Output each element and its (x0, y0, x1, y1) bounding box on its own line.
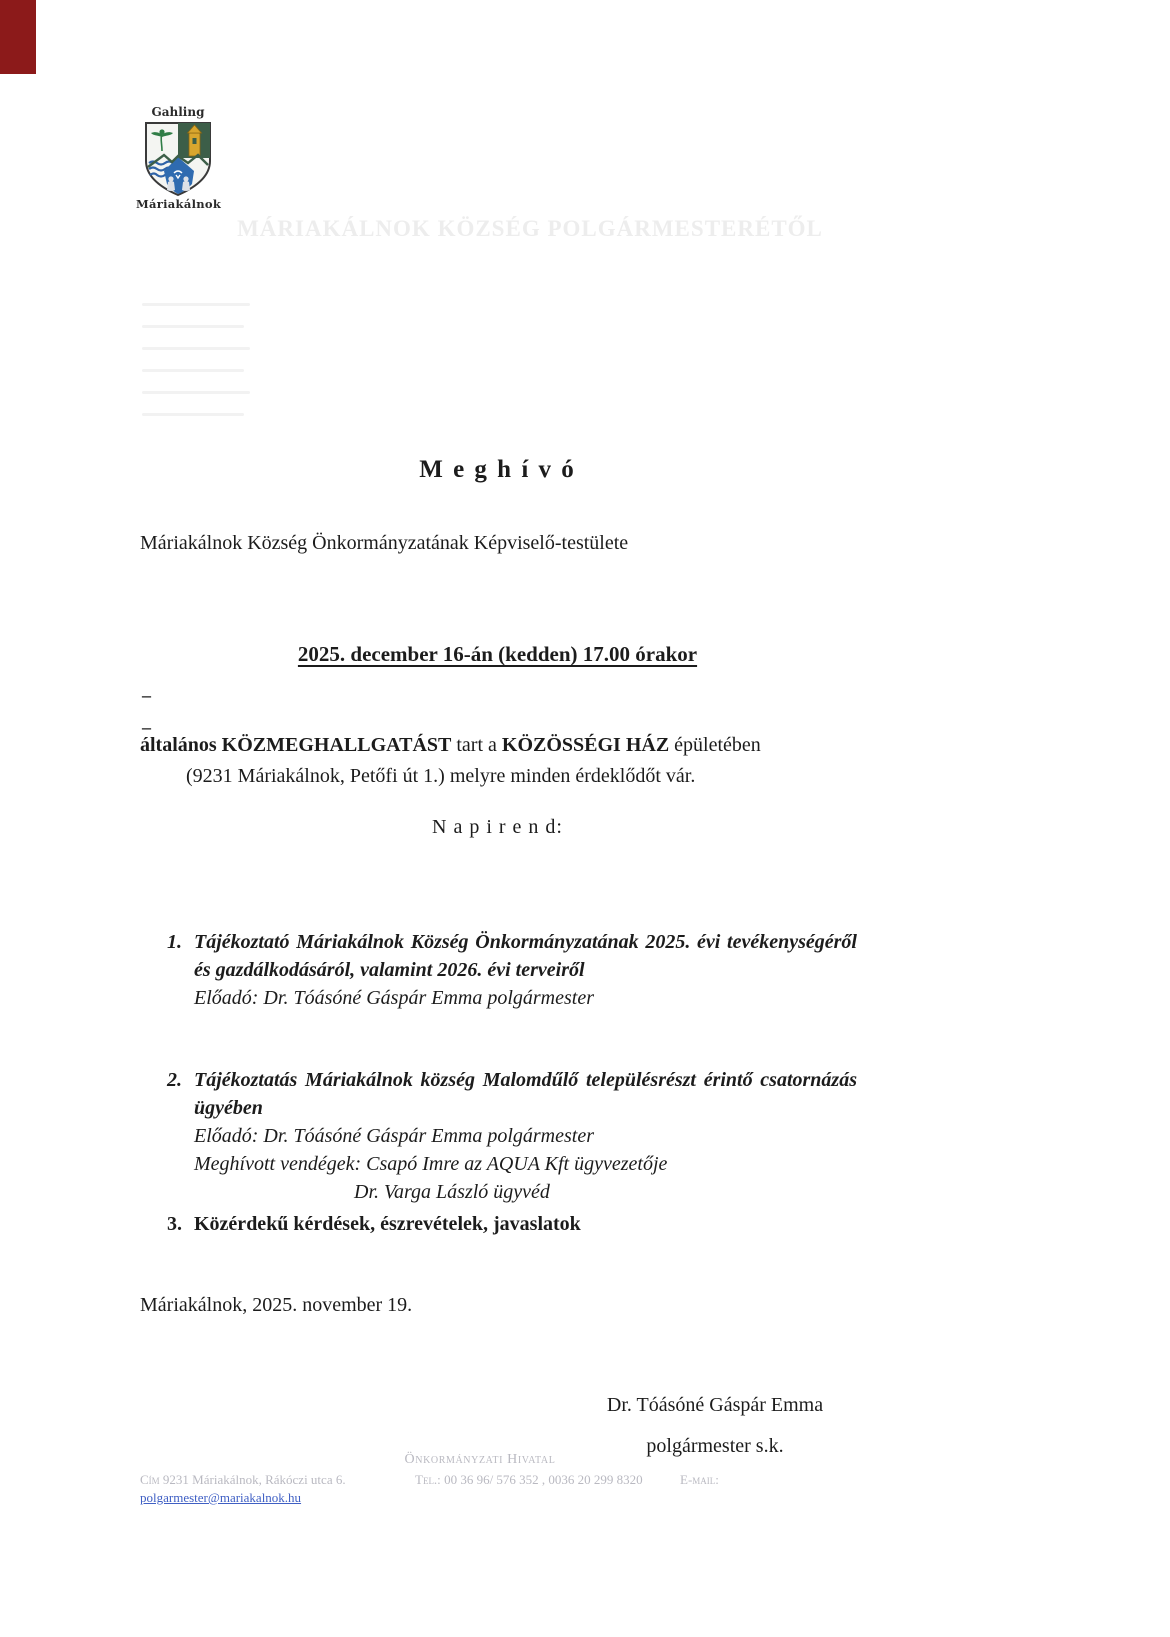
announcement-plain: tart a (451, 734, 502, 756)
footer-address (140, 1472, 346, 1488)
scan-corner-artifact (0, 0, 36, 74)
faded-reference-lines (142, 303, 250, 435)
margin-dash: – (142, 685, 151, 705)
agenda-item-3 (167, 1210, 857, 1238)
shield-icon (142, 121, 214, 197)
faded-text-line (142, 413, 244, 416)
agenda-item-number: 3. (167, 1213, 182, 1235)
announcement-bold-venue: KÖZÖSSÉGI HÁZ (501, 734, 670, 756)
footer-address-value: 9231 Máriakálnok, Rákóczi utca 6. (162, 1472, 346, 1487)
agenda-item-1 (167, 928, 857, 1012)
agenda-item-text: Tájékoztatás Máriakálnok község Malomdűlő településrészt érintő csatornázás ügyében (194, 1069, 857, 1119)
agenda-guests-line: Meghívott vendégek: Csapó Imre az AQUA Kft ügyvezetője (194, 1153, 668, 1175)
intro-line: Máriakálnok Község Önkormányzatának Képviselő-testülete (140, 532, 629, 554)
dateline: Máriakálnok, 2025. november 19. (140, 1294, 413, 1316)
agenda-item-2 (167, 1066, 857, 1206)
announcement-line (140, 734, 870, 757)
announcement-bold-hearing: általános KÖZMEGHALLGATÁST (140, 734, 452, 756)
faded-letterhead-title: MÁRIAKÁLNOK KÖZSÉG POLGÁRMESTERÉTŐL (237, 216, 823, 241)
coat-of-arms (136, 106, 220, 211)
signature-role: polgármester s.k. (646, 1435, 784, 1457)
crest-banner-top: Gahling (151, 105, 205, 119)
agenda-item-title (167, 1210, 857, 1238)
margin-dash: – (142, 717, 151, 737)
footer-address-label: Cím (140, 1472, 160, 1487)
faded-text-line (142, 325, 244, 328)
footer-phone-value: 00 36 96/ 576 352 , 0036 20 299 8320 (444, 1472, 643, 1487)
signature-block (565, 1394, 865, 1458)
footer-phone-label: Tel.: (415, 1472, 441, 1487)
signature-name: Dr. Tóásóné Gáspár Emma (606, 1394, 824, 1416)
announcement-plain: épületében (669, 734, 761, 756)
faded-text-line (142, 303, 250, 306)
agenda-item-title (167, 1066, 857, 1122)
agenda-item-number: 2. (167, 1069, 182, 1091)
agenda-item-number: 1. (167, 931, 182, 953)
agenda-speaker-line: Előadó: Dr. Tóásóné Gáspár Emma polgármester (194, 987, 594, 1009)
faded-text-line (142, 369, 244, 372)
agenda-item-text: Közérdekű kérdések, észrevételek, javaslatok (194, 1213, 581, 1235)
footer-email-label: E-mail: (680, 1472, 719, 1487)
document-title: M e g h í v ó (419, 456, 576, 483)
venue-address-line: (9231 Máriakálnok, Petőfi út 1.) melyre minden érdeklődőt vár. (186, 765, 696, 787)
agenda-item-title (167, 928, 857, 984)
crest-banner-bottom: Máriakálnok (136, 197, 222, 211)
agenda-heading: N a p i r e n d: (432, 816, 563, 838)
footer-office-name: Önkormányzati Hivatal (404, 1452, 556, 1467)
agenda-speaker-line: Előadó: Dr. Tóásóné Gáspár Emma polgármester (194, 1125, 594, 1147)
agenda-guest-line-2: Dr. Varga László ügyvéd (354, 1181, 550, 1203)
faded-text-line (142, 347, 250, 350)
footer-phone (415, 1472, 643, 1488)
email-link[interactable]: polgarmester@mariakalnok.hu (140, 1490, 302, 1505)
meeting-datetime: 2025. december 16-án (kedden) 17.00 órakor (297, 642, 698, 666)
faded-text-line (142, 391, 250, 394)
agenda-item-text: Tájékoztató Máriakálnok Község Önkormányzatának 2025. évi tevékenységéről és gazdálkodásáról, valamint 2026. évi terveiről (194, 931, 857, 981)
